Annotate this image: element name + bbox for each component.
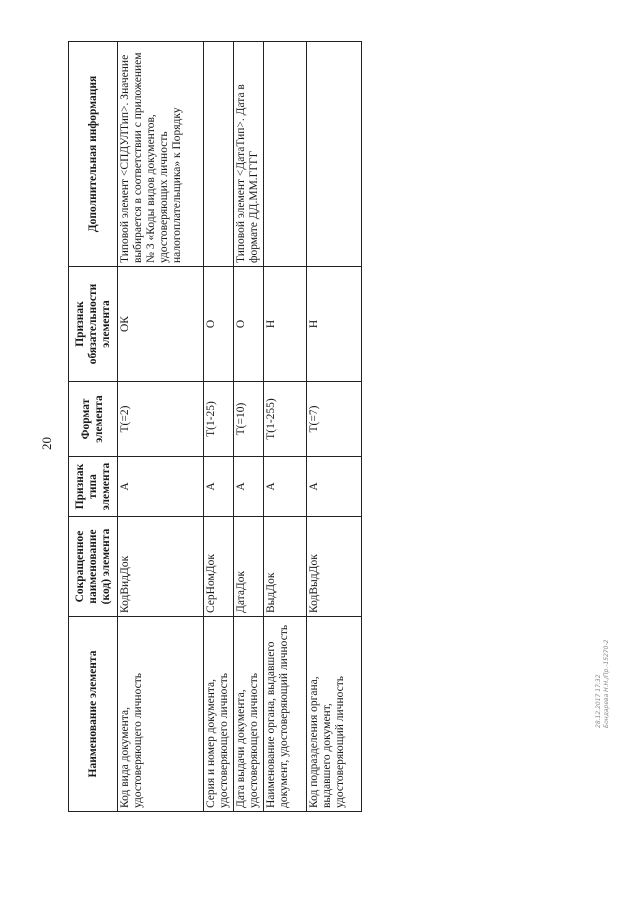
table-row (204, 42, 234, 812)
cell-code: СерНомДок (204, 517, 234, 617)
cell-info: Типовой элемент <СПДУЛТип>. Значение выбирается в соответствии с приложением № 3 «Коды видов документов, удостоверяющих личность налогоплательщика» к Порядку (118, 42, 204, 267)
cell-format: T(1-255) (264, 382, 307, 457)
table-row (264, 42, 307, 812)
table-row (118, 42, 204, 812)
cell-name: Серия и номер документа, удостоверяющего личность (204, 617, 234, 812)
cell-code: КодВыдДок (307, 517, 362, 617)
cell-required: Н (307, 267, 362, 382)
rotated-table-container (68, 42, 360, 812)
cell-info (204, 42, 234, 267)
cell-code: ВыдДок (264, 517, 307, 617)
elements-table (68, 41, 362, 812)
cell-format: T(=10) (234, 382, 264, 457)
cell-info: Типовой элемент <ДатаТип>. Дата в формате ДД.ММ.ГГГГ (234, 42, 264, 267)
cell-code: КодВидДок (118, 517, 204, 617)
table-row (307, 42, 362, 812)
table-row (234, 42, 264, 812)
cell-code: ДатаДок (234, 517, 264, 617)
header-info: Дополнительная информация (69, 42, 118, 267)
stamp-line-date: 28.12.2017 17:32 (595, 674, 602, 728)
registration-stamp (595, 640, 611, 728)
header-name: Наименование элемента (69, 617, 118, 812)
cell-type: А (118, 457, 204, 517)
header-required: Признак обязательности элемента (69, 267, 118, 382)
cell-format: T(=2) (118, 382, 204, 457)
header-code: Сокращенное наименование (код) элемента (69, 517, 118, 617)
cell-name: Наименование органа, выдавшего документ, удостоверяющий личность (264, 617, 307, 812)
cell-required: ОК (118, 267, 204, 382)
stamp-line-author: Бондарева Н.Н./Пр.-15270-2 (603, 639, 610, 728)
table-header-row (69, 42, 118, 812)
cell-required: О (204, 267, 234, 382)
page-number: 20 (39, 437, 54, 450)
cell-name: Код вида документа, удостоверяющего личность (118, 617, 204, 812)
cell-name: Код подразделения органа, выдавшего документ, удостоверяющий личность (307, 617, 362, 812)
cell-type: А (264, 457, 307, 517)
cell-required: О (234, 267, 264, 382)
header-type: Признак типа элемента (69, 457, 118, 517)
cell-info (264, 42, 307, 267)
cell-name: Дата выдачи документа, удостоверяющего личность (234, 617, 264, 812)
cell-info (307, 42, 362, 267)
cell-type: А (307, 457, 362, 517)
cell-required: Н (264, 267, 307, 382)
cell-type: А (204, 457, 234, 517)
cell-format: T(=7) (307, 382, 362, 457)
cell-format: T(1-25) (204, 382, 234, 457)
header-format: Формат элемента (69, 382, 118, 457)
cell-type: А (234, 457, 264, 517)
